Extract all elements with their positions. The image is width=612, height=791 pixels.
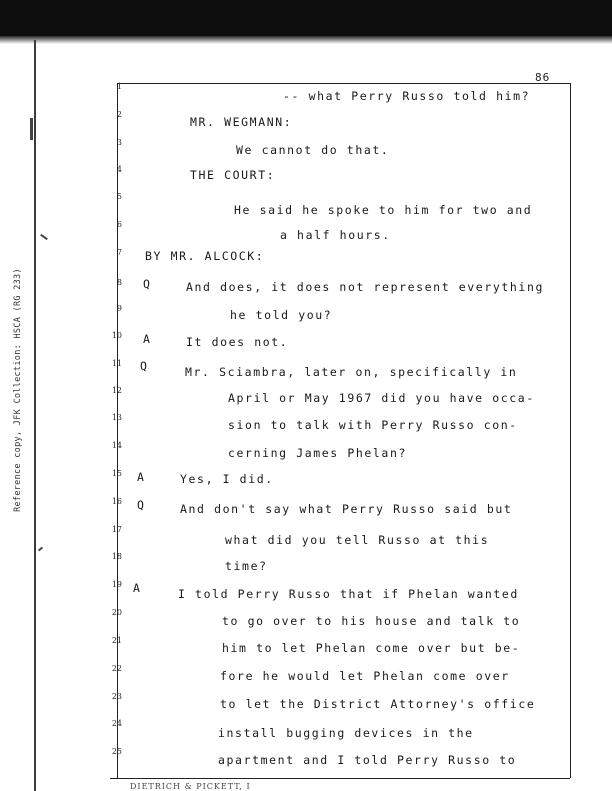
line-number: 12: [111, 386, 122, 395]
page-number: 86: [535, 71, 551, 84]
line-number: 19: [111, 580, 122, 589]
transcript-line: Mr. Sciambra, later on, specifically in: [185, 365, 518, 379]
line-number: 24: [111, 719, 122, 728]
speaker-label: THE COURT:: [190, 168, 276, 182]
speaker-label: BY MR. ALCOCK:: [145, 249, 265, 263]
transcript-line: And don't say what Perry Russo said but: [180, 502, 513, 516]
transcript-line: apartment and I told Perry Russo to: [218, 753, 517, 767]
line-number: 20: [111, 608, 122, 617]
qa-marker: Q: [143, 277, 152, 291]
transcript-line: what did you tell Russo at this: [225, 533, 490, 547]
line-number: 4: [116, 165, 122, 174]
transcript-line: time?: [225, 559, 268, 573]
qa-marker: Q: [140, 359, 149, 373]
line-number: 7: [116, 248, 122, 257]
page-left-edge: [34, 40, 36, 791]
scan-mark: [40, 234, 48, 240]
line-number: 2: [116, 110, 122, 119]
transcript-line: We cannot do that.: [236, 143, 390, 157]
line-number: 11: [111, 359, 122, 368]
scan-mark: [30, 118, 33, 140]
line-number: 14: [111, 441, 122, 450]
transcript-line: sion to talk with Perry Russo con-: [228, 418, 518, 432]
transcript-frame-left: [117, 83, 118, 778]
transcript-line: install bugging devices in the: [218, 726, 474, 740]
transcript-line: I told Perry Russo that if Phelan wanted: [178, 587, 519, 601]
line-number: 16: [111, 497, 122, 506]
transcript-line: It does not.: [186, 335, 289, 349]
transcript-line: Yes, I did.: [180, 472, 274, 486]
scan-top-shadow: [0, 36, 612, 44]
transcript-line: And does, it does not represent everything: [186, 280, 544, 294]
transcript-line: a half hours.: [280, 228, 391, 242]
line-number: 6: [116, 220, 122, 229]
transcript-line: fore he would let Phelan come over: [220, 669, 510, 683]
line-number: 25: [111, 747, 122, 756]
transcript-frame-top: [118, 83, 571, 84]
scan-mark: [38, 547, 43, 552]
line-number: 1: [116, 82, 122, 91]
transcript-line: April or May 1967 did you have occa-: [228, 391, 535, 405]
transcript-line: He said he spoke to him for two and: [234, 203, 533, 217]
qa-marker: Q: [137, 498, 146, 512]
qa-marker: A: [143, 332, 152, 346]
scan-top-border: [0, 0, 612, 40]
line-number: 22: [111, 664, 122, 673]
transcript-line: -- what Perry Russo told him?: [283, 89, 531, 103]
line-number: 3: [116, 138, 122, 147]
transcript-line: to go over to his house and talk to: [222, 614, 521, 628]
qa-marker: A: [133, 581, 142, 595]
archive-stamp: Reference copy, JFK Collection: HSCA (RG 233): [13, 268, 23, 512]
line-number: 8: [116, 278, 122, 287]
line-number: 21: [111, 636, 122, 645]
line-number: 18: [111, 552, 122, 561]
line-number: 23: [111, 692, 122, 701]
line-number: 9: [116, 304, 122, 313]
transcript-line: to let the District Attorney's office: [220, 697, 536, 711]
reporter-footer: DIETRICH & PICKETT, I: [130, 782, 251, 791]
line-number: 5: [116, 192, 122, 201]
speaker-label: MR. WEGMANN:: [190, 115, 293, 129]
transcript-line: he told you?: [230, 308, 333, 322]
transcript-line: him to let Phelan come over but be-: [222, 641, 521, 655]
qa-marker: A: [137, 470, 146, 484]
line-number: 17: [111, 525, 122, 534]
transcript-line: cerning James Phelan?: [228, 446, 407, 460]
transcript-frame-right: [570, 83, 571, 778]
line-number: 13: [111, 413, 122, 422]
line-number: 15: [111, 469, 122, 478]
transcript-frame-bottom: [110, 778, 570, 779]
line-number: 10: [111, 331, 122, 340]
